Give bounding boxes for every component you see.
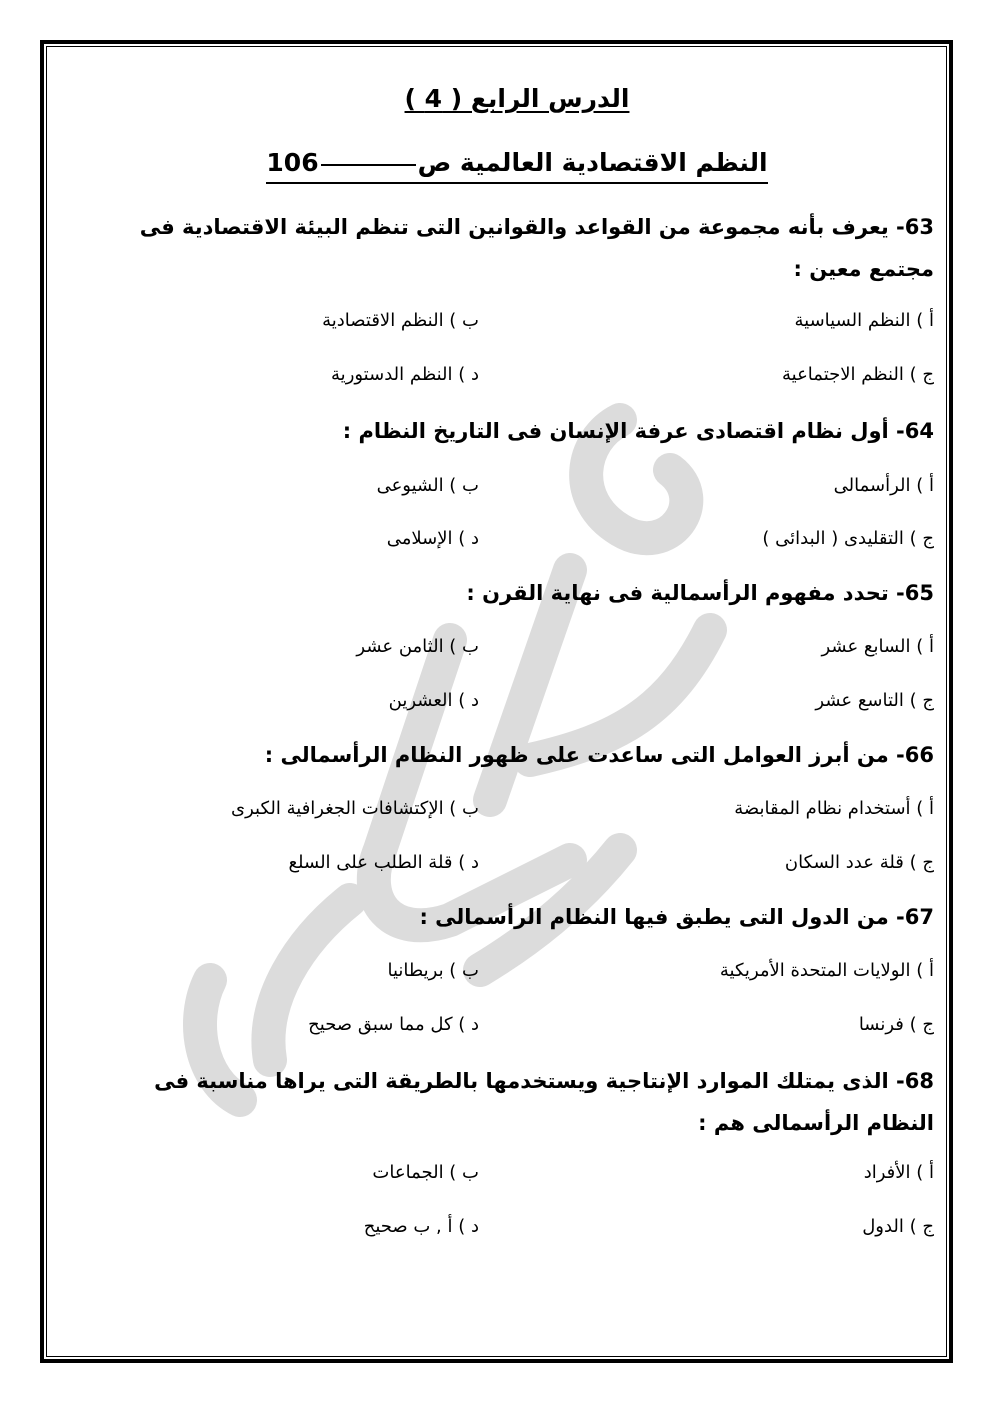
q67-option-a: أ ) الولايات المتحدة الأمريكية <box>719 960 934 981</box>
q64-option-a: أ ) الرأسمالى <box>833 475 934 496</box>
subtitle-dash <box>321 162 416 166</box>
page-number: 106 <box>266 148 319 177</box>
q66-option-d: د ) قلة الطلب على السلع <box>288 852 479 873</box>
q64-option-c: ج ) التقليدى ( البدائى ) <box>762 528 934 549</box>
q65-option-d: د ) العشرين <box>388 690 479 711</box>
q66-option-c: ج ) قلة عدد السكان <box>784 852 934 873</box>
question-67: 67- من الدول التى يطبق فيها النظام الرأسمالى : <box>419 905 934 929</box>
question-68: 68- الذى يمتلك الموارد الإنتاجية ويستخدمها بالطريقة التى يراها مناسبة فى النظام الرأسمالى هم : <box>154 1069 934 1135</box>
q67-option-b: ب ) بريطانيا <box>387 960 479 981</box>
q63-option-d: د ) النظم الدستورية <box>331 364 479 385</box>
q66-option-a: أ ) أستخدام نظام المقابضة <box>734 798 934 819</box>
q66-option-b: ب ) الإكتشافات الجغرافية الكبرى <box>231 798 479 819</box>
q64-option-d: د ) الإسلامى <box>386 528 479 549</box>
q67-option-d: د ) كل مما سبق صحيح <box>308 1014 479 1035</box>
subtitle-text: النظم الاقتصادية العالمية ص <box>417 148 768 177</box>
q65-option-c: ج ) التاسع عشر <box>815 690 934 711</box>
lesson-title-text: الدرس الرابع ( 4 ) <box>404 84 630 113</box>
lesson-title <box>100 84 934 113</box>
q67-option-c: ج ) فرنسا <box>858 1014 934 1035</box>
q65-option-a: أ ) السابع عشر <box>821 636 934 657</box>
q63-option-c: ج ) النظم الاجتماعية <box>781 364 934 385</box>
question-65: 65- تحدد مفهوم الرأسمالية فى نهاية القرن : <box>466 581 934 605</box>
q68-option-a: أ ) الأفراد <box>863 1162 934 1183</box>
question-63: 63- يعرف بأنه مجموعة من القواعد والقوانين التى تنظم البيئة الاقتصادية فى مجتمع معين : <box>139 215 934 281</box>
q65-option-b: ب ) الثامن عشر <box>356 636 479 657</box>
q68-option-b: ب ) الجماعات <box>372 1162 479 1183</box>
q64-option-b: ب ) الشيوعى <box>376 475 479 496</box>
q68-option-d: د ) أ , ب صحيح <box>363 1216 479 1237</box>
q63-option-b: ب ) النظم الاقتصادية <box>322 310 479 331</box>
q68-option-c: ج ) الدول <box>862 1216 934 1237</box>
q63-option-a: أ ) النظم السياسية <box>794 310 934 331</box>
question-66: 66- من أبرز العوامل التى ساعدت على ظهور النظام الرأسمالى : <box>264 743 934 767</box>
lesson-subtitle <box>100 146 934 184</box>
question-64: 64- أول نظام اقتصادى عرفة الإنسان فى التاريخ النظام : <box>342 419 934 443</box>
